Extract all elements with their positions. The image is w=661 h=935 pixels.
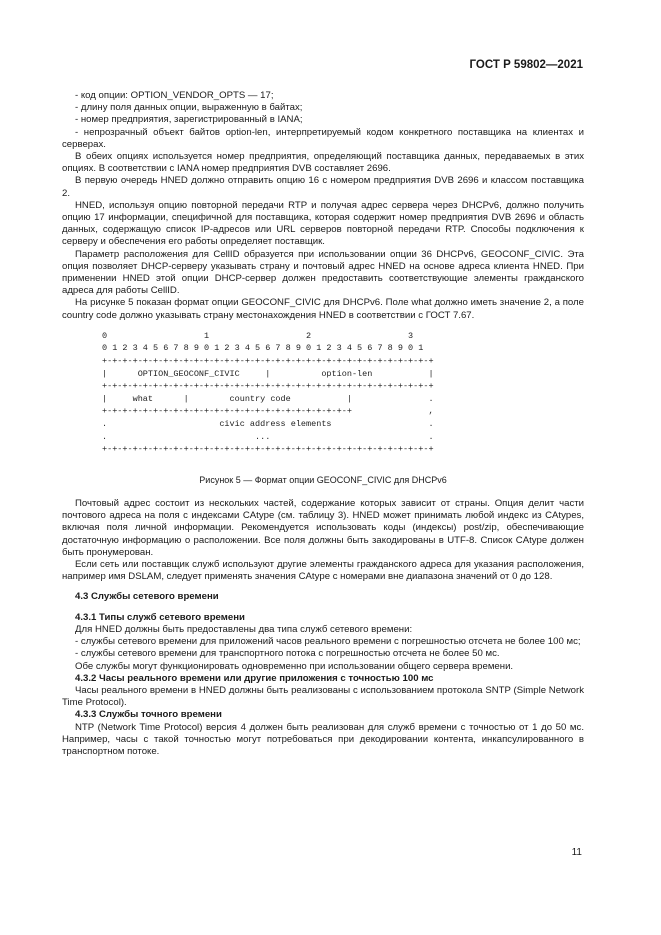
list-item-option-code: - код опции: OPTION_VENDOR_OPTS — 17; [75, 90, 274, 101]
paragraph-ntp: NTP (Network Time Protocol) версия 4 должен быть реализован для служб времени с точностью от 1 до 50 мс. Например, часы с такой точностью могут потребоваться при декодировании контента, инкапсулированного в транспортном потоке. [62, 721, 584, 757]
list-item-enterprise-number: - номер предприятия, зарегистрированный в IANA; [75, 114, 303, 126]
figure-line: 0 1 2 3 [102, 330, 414, 341]
list-item-ts-services: - службы сетевого времени для транспортного потока с погрешностью отсчета не более 50 мс. [75, 648, 500, 660]
list-item-data-length: - длину поля данных опции, выраженную в байтах; [75, 102, 303, 114]
figure-diagram [102, 330, 584, 456]
figure-line: . ... . [102, 431, 434, 442]
paragraph-sntp: Часы реального времени в HNED должны быть реализованы с использованием протокола SNTP (Simple Network Time Protocol). [62, 684, 584, 709]
paragraph-time-services: Для HNED должны быть предоставлены два типа служб сетевого времени: [75, 623, 413, 635]
figure-line: | OPTION_GEOCONF_CIVIC | option-len | [102, 368, 434, 379]
paragraph-shared-server: Обе службы могут функционировать одновременно при использовании общего сервера времени. [75, 660, 514, 672]
paragraph-option-17: HNED, используя опцию повторной передачи RTP и получая адрес сервера через DHCPv6, должно получить опцию 17 информации, специфичной для поставщика, которая содержит номер предприятия DVB 2696 и область данных, содержащую список IP-адресов или URL серверов повторной передачи RTP. Способы подключения к серверу и обеспечения его работы определяет поставщик. [62, 199, 584, 248]
section-heading-4-3-1: 4.3.1 Типы служб сетевого времени [75, 611, 245, 623]
page-content [62, 90, 584, 758]
figure-geoconf-civic [62, 330, 584, 472]
section-heading-4-3-3: 4.3.3 Службы точного времени [75, 709, 222, 721]
document-id: ГОСТ Р 59802—2021 [469, 59, 583, 71]
section-heading-4-3: 4.3 Службы сетевого времени [75, 591, 219, 603]
paragraph-postal-address: Почтовый адрес состоит из нескольких частей, содержание которых зависит от страны. Опция делит части почтового адреса на поля с индексами CAtype (см. таблицу 3). HNED может принимать любой индекс из CAtypes, включая поля личной информации. Рекомендуется использовать коды (индексы) post/zip, обеспечивающие достаточную информацию о расположении. Все поля должны быть закодированы в UTF-8. Список CAtype должен быть пронумерован. [62, 498, 584, 558]
figure-line: +-+-+-+-+-+-+-+-+-+-+-+-+-+-+-+-+-+-+-+-+-+-+-+-+ , [102, 406, 434, 417]
figure-line: +-+-+-+-+-+-+-+-+-+-+-+-+-+-+-+-+-+-+-+-+-+-+-+-+-+-+-+-+-+-+-+-+ [102, 356, 434, 367]
figure-line: +-+-+-+-+-+-+-+-+-+-+-+-+-+-+-+-+-+-+-+-+-+-+-+-+-+-+-+-+-+-+-+-+ [102, 381, 434, 392]
page-number: 11 [571, 847, 582, 858]
figure-line: . civic address elements . [102, 419, 434, 430]
paragraph-enterprise-number: В обеих опциях используется номер предприятия, определяющий поставщика данных, передаваемых в этих опциях. В соответствии с IANA номер предприятия DVB составляет 2696. [62, 151, 584, 175]
figure-line: | what | country code | . [102, 393, 434, 404]
section-heading-4-3-2: 4.3.2 Часы реального времени или другие приложения с точностью 100 мс [75, 672, 434, 684]
figure-line: 0 1 2 3 4 5 6 7 8 9 0 1 2 3 4 5 6 7 8 9 0 1 2 3 4 5 6 7 8 9 0 1 [102, 343, 424, 354]
list-item-opaque-object: - непрозрачный объект байтов option-len, интерпретируемый кодом конкретного поставщика на клиентах и серверах. [62, 126, 584, 150]
figure-line: +-+-+-+-+-+-+-+-+-+-+-+-+-+-+-+-+-+-+-+-+-+-+-+-+-+-+-+-+-+-+-+-+ [102, 444, 434, 455]
paragraph-dslam: Если сеть или поставщик служб используют другие элементы гражданского адреса для указания расположения, например имя DSLAM, следует применять значения CAtype с номерами вне диапазона значений от 0 до 128. [62, 559, 584, 583]
paragraph-option-16: В первую очередь HNED должно отправить опцию 16 с номером предприятия DVB 2696 и классом поставщика 2. [62, 175, 584, 199]
list-item-rtc-services: - службы сетевого времени для приложений часов реального времени с погрешностью отсчета не более 100 мс; [75, 636, 581, 648]
figure-caption: Рисунок 5 — Формат опции GEOCONF_CIVIC для DHCPv6 [199, 474, 447, 485]
paragraph-figure-ref: На рисунке 5 показан формат опции GEOCONF_CIVIC для DHCPv6. Поле what должно иметь значение 2, а поле country code должно указывать страну местонахождения HNED в соответствии с ГОСТ 7.67. [62, 297, 584, 321]
paragraph-cellid: Параметр расположения для CellID образуется при использовании опции 36 DHCPv6, GEOCONF_CIVIC. Эта опция позволяет DHCP-серверу указывать страну и почтовый адрес HNED на основе адреса клиента HNED. При применении HNED этой опции DHCP-сервер должен предоставить соответствующие элементы гражданского адреса для работы CellID. [62, 248, 584, 297]
